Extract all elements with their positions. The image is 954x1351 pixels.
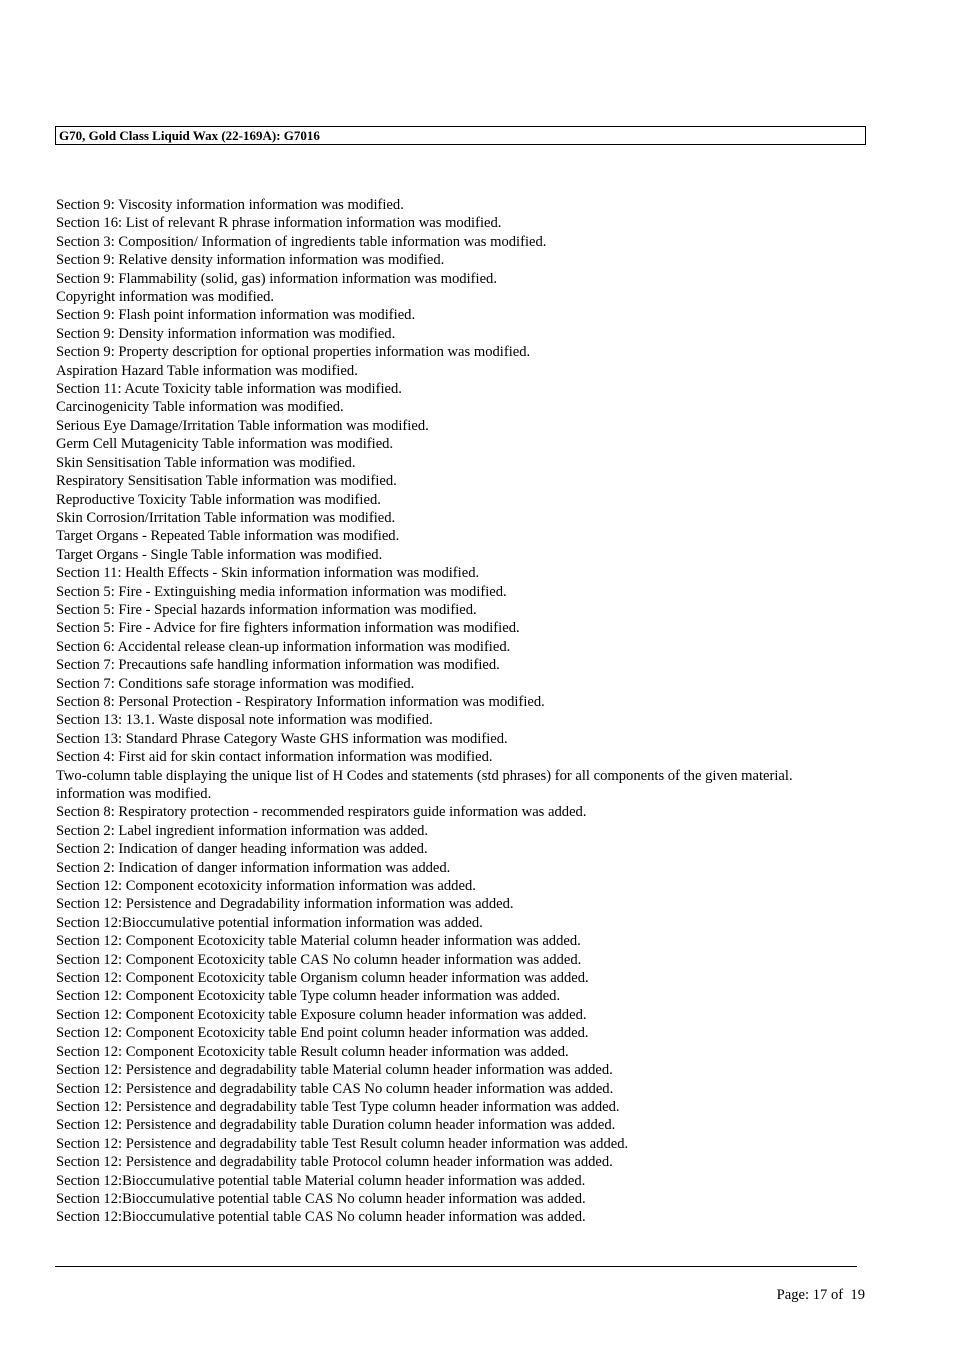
revision-change-item: Section 3: Composition/ Information of ingredients table information was modified. bbox=[56, 233, 547, 250]
revision-change-item: Section 9: Density information information was modified. bbox=[56, 325, 396, 342]
revision-change-item: Carcinogenicity Table information was modified. bbox=[56, 399, 344, 416]
revision-change-item: Skin Sensitisation Table information was modified. bbox=[56, 454, 356, 471]
revision-change-item: Section 11: Acute Toxicity table information was modified. bbox=[56, 381, 402, 398]
revision-change-item: Section 12: Component Ecotoxicity table Material column header information was added. bbox=[56, 933, 581, 950]
revision-change-item: Section 2: Label ingredient information information was added. bbox=[56, 822, 429, 839]
revision-change-item: Section 12: Persistence and Degradability information information was added. bbox=[56, 896, 514, 913]
revision-change-item: Section 16: List of relevant R phrase information information was modified. bbox=[56, 215, 502, 232]
revision-change-item: Copyright information was modified. bbox=[56, 289, 275, 306]
revision-change-item: Section 12:Bioccumulative potential table CAS No column header information was added. bbox=[56, 1190, 586, 1207]
revision-change-item: Section 12: Persistence and degradability table Material column header information was added. bbox=[56, 1062, 613, 1079]
revision-change-item: Section 12: Component Ecotoxicity table End point column header information was added. bbox=[56, 1025, 589, 1042]
revision-change-item: Section 7: Precautions safe handling information information was modified. bbox=[56, 657, 500, 674]
revision-change-item: Section 12:Bioccumulative potential table Material column header information was added. bbox=[56, 1172, 586, 1189]
revision-change-item: Section 2: Indication of danger information information was added. bbox=[56, 859, 451, 876]
revision-change-item: Section 9: Viscosity information information was modified. bbox=[56, 197, 404, 213]
revision-change-item: Target Organs - Single Table information was modified. bbox=[56, 546, 383, 563]
revision-change-item: Section 13: Standard Phrase Category Waste GHS information was modified. bbox=[56, 730, 508, 747]
document-header bbox=[55, 126, 866, 145]
revision-change-item: Section 12: Persistence and degradability table CAS No column header information was added. bbox=[56, 1080, 614, 1097]
revision-change-item: Section 9: Flammability (solid, gas) information information was modified. bbox=[56, 270, 497, 287]
revision-change-item: Section 5: Fire - Special hazards information information was modified. bbox=[56, 601, 477, 618]
revision-change-item: Section 12: Component Ecotoxicity table Organism column header information was added. bbox=[56, 970, 589, 987]
revision-change-item: Section 7: Conditions safe storage information was modified. bbox=[56, 675, 415, 692]
revision-change-item: Section 12:Bioccumulative potential information information was added. bbox=[56, 914, 483, 931]
footer-divider bbox=[55, 1266, 857, 1267]
revision-change-item: Serious Eye Damage/Irritation Table information was modified. bbox=[56, 417, 429, 434]
revision-change-item: Section 8: Respiratory protection - recommended respirators guide information was added. bbox=[56, 804, 587, 821]
revision-change-item: Aspiration Hazard Table information was modified. bbox=[56, 362, 358, 379]
revision-change-item: Section 12: Persistence and degradability table Duration column header information was added. bbox=[56, 1117, 616, 1134]
revision-change-item: Section 6: Accidental release clean-up information information was modified. bbox=[56, 638, 511, 655]
revision-change-item: Germ Cell Mutagenicity Table information was modified. bbox=[56, 436, 394, 453]
revision-change-item: Section 9: Relative density information information was modified. bbox=[56, 252, 445, 269]
revision-change-item: Section 9: Flash point information information was modified. bbox=[56, 307, 416, 324]
document-title: G70, Gold Class Liquid Wax (22-169A): G7016 bbox=[59, 128, 320, 143]
revision-change-item: Section 12: Component Ecotoxicity table Type column header information was added. bbox=[56, 988, 561, 1005]
revision-change-item: Section 12: Component Ecotoxicity table CAS No column header information was added. bbox=[56, 951, 582, 968]
revision-change-item: Section 12: Persistence and degradability table Test Type column header information was added. bbox=[56, 1098, 620, 1115]
page-number: Page: 17 of 19 bbox=[776, 1287, 865, 1303]
revision-change-item: Section 13: 13.1. Waste disposal note information was modified. bbox=[56, 712, 433, 729]
revision-change-item: Section 12: Component Ecotoxicity table Result column header information was added. bbox=[56, 1043, 569, 1060]
revision-change-item: Section 12: Persistence and degradability table Protocol column header information was added. bbox=[56, 1154, 613, 1171]
revision-change-item: Section 12: Component ecotoxicity information information was added. bbox=[56, 878, 476, 895]
revision-change-item: Section 12:Bioccumulative potential table CAS No column header information was added. bbox=[56, 1209, 586, 1226]
revision-change-item: Section 8: Personal Protection - Respiratory Information information was modified. bbox=[56, 693, 545, 710]
revision-change-item: Respiratory Sensitisation Table information was modified. bbox=[56, 473, 397, 490]
revision-change-item: Section 9: Property description for optional properties information was modified. bbox=[56, 344, 531, 361]
revision-change-item: Section 12: Component Ecotoxicity table Exposure column header information was added. bbox=[56, 1006, 587, 1023]
revision-changes-list bbox=[56, 196, 836, 1227]
revision-change-item: Section 5: Fire - Extinguishing media information information was modified. bbox=[56, 583, 507, 600]
revision-change-item: Section 11: Health Effects - Skin information information was modified. bbox=[56, 565, 480, 582]
revision-change-item: Skin Corrosion/Irritation Table information was modified. bbox=[56, 509, 396, 526]
revision-change-item: Reproductive Toxicity Table information was modified. bbox=[56, 491, 381, 508]
revision-change-item: Target Organs - Repeated Table information was modified. bbox=[56, 528, 400, 545]
revision-change-item: Section 12: Persistence and degradability table Test Result column header information was added. bbox=[56, 1135, 629, 1152]
revision-change-item: Two-column table displaying the unique list of H Codes and statements (std phrases) for all components of the given material. information was modified. bbox=[56, 767, 793, 802]
revision-change-item: Section 5: Fire - Advice for fire fighters information information was modified. bbox=[56, 620, 520, 637]
revision-change-item: Section 2: Indication of danger heading information was added. bbox=[56, 841, 428, 858]
revision-change-item: Section 4: First aid for skin contact information information was modified. bbox=[56, 749, 493, 766]
